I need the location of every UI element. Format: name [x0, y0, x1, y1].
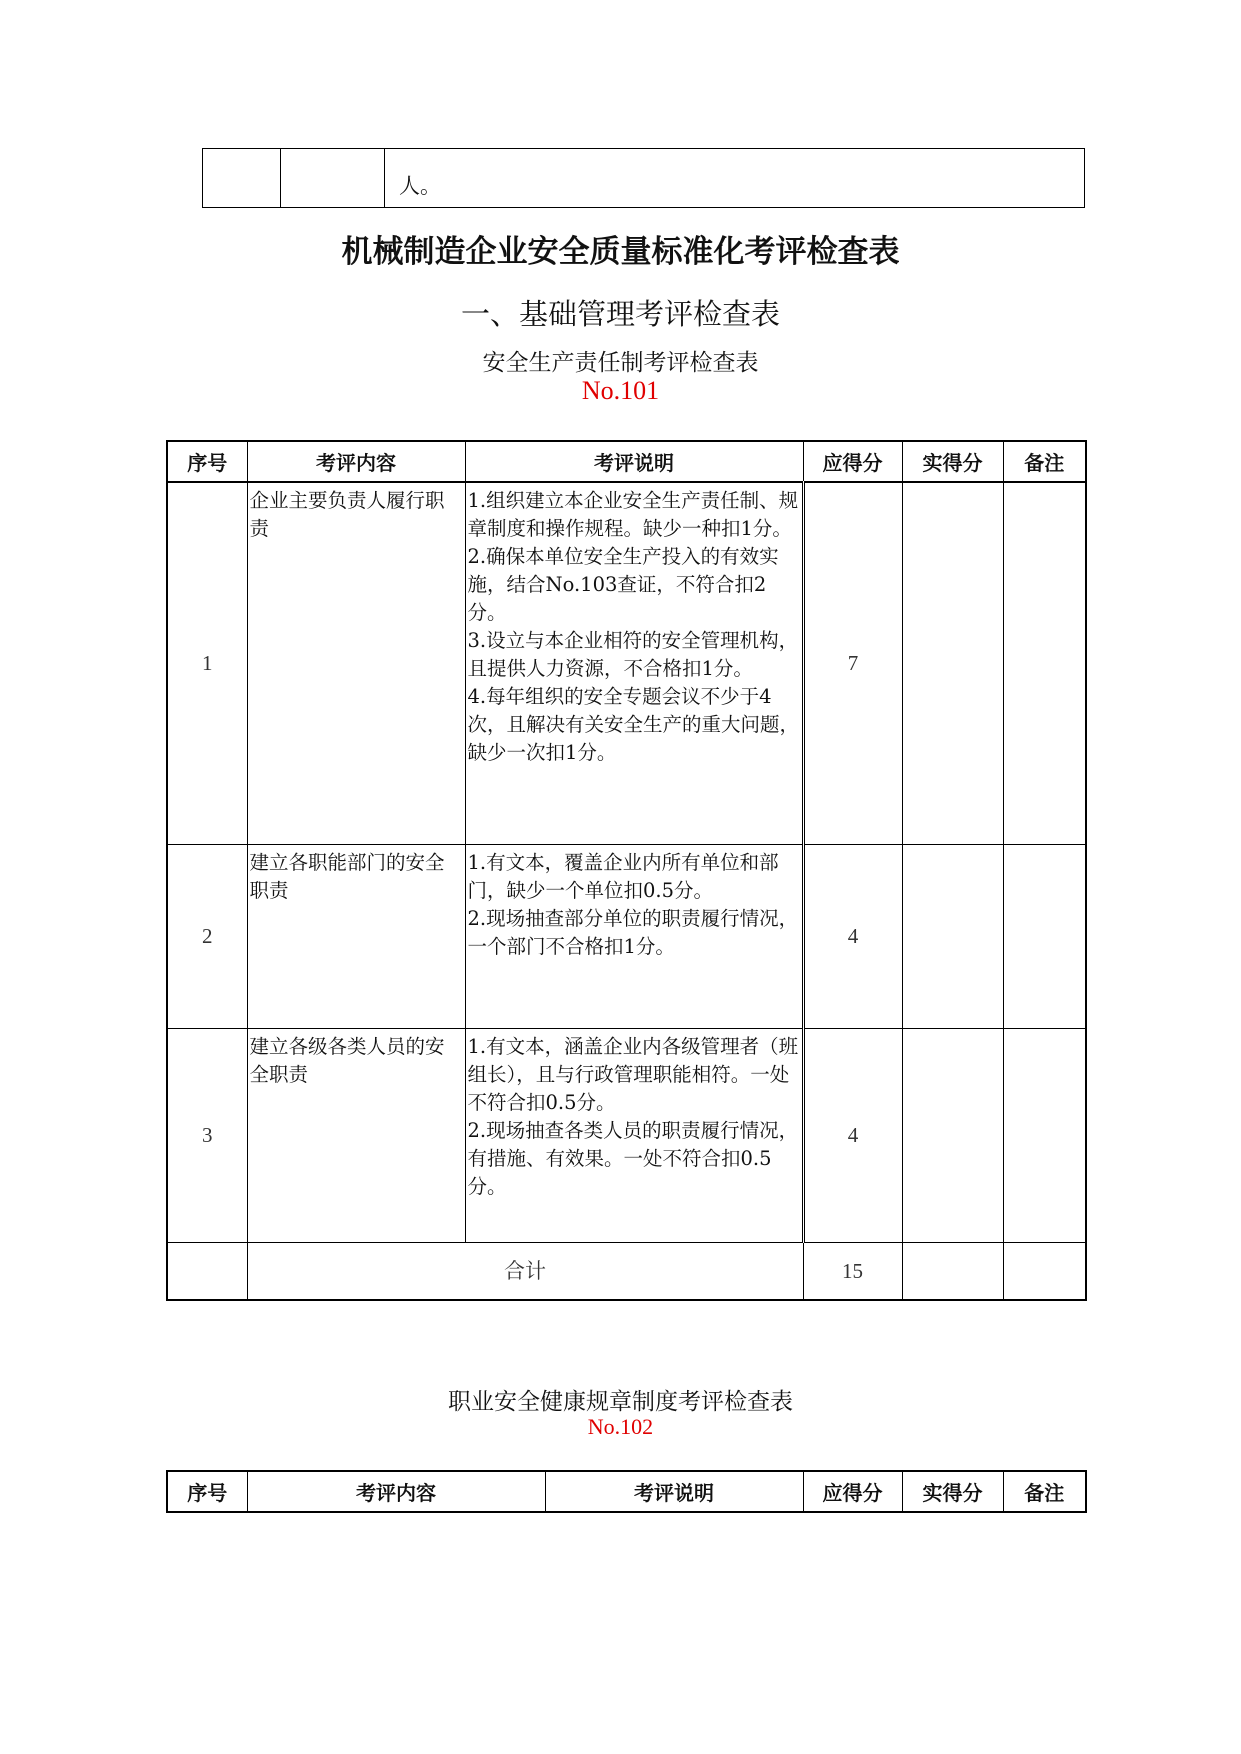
- table2-header-row: [167, 1471, 1086, 1512]
- row-due-score: 7: [803, 482, 902, 844]
- header-due-score: 应得分: [803, 1471, 902, 1512]
- row-seq: 1: [167, 482, 247, 844]
- header-actual-score: 实得分: [902, 441, 1003, 482]
- header-due-score: 应得分: [803, 441, 902, 482]
- table-total-row: [167, 1242, 1086, 1300]
- row-remarks: [1003, 1028, 1086, 1242]
- desc-item: 4.每年组织的安全专题会议不少于4次，且解决有关安全生产的重大问题，缺少一次扣1分。: [467, 685, 800, 764]
- desc-item: 2.现场抽查各类人员的职责履行情况，有措施、有效果。一处不符合扣0.5分。: [467, 1118, 799, 1198]
- main-title: 机械制造企业安全质量标准化考评检查表: [341, 234, 900, 270]
- row-due-score: 4: [803, 844, 902, 1028]
- row-actual-score: [902, 844, 1003, 1028]
- row-seq: 2: [167, 844, 247, 1028]
- row-desc: [465, 482, 803, 844]
- header-desc: 考评说明: [545, 1471, 803, 1512]
- header-remarks: 备注: [1003, 441, 1086, 482]
- continuation-cell-3: [385, 149, 1085, 208]
- row-due-score: 4: [803, 1028, 902, 1242]
- total-label: 合计: [247, 1242, 803, 1300]
- desc-item: 2.现场抽查部分单位的职责履行情况，一个部门不合格扣1分。: [467, 906, 799, 958]
- continuation-text: 人。: [399, 174, 441, 198]
- row-remarks: [1003, 844, 1086, 1028]
- row-actual-score: [902, 1028, 1003, 1242]
- table2-number: No.102: [587, 1414, 654, 1439]
- header-seq: 序号: [167, 441, 247, 482]
- section-title: 一、基础管理考评检查表: [460, 297, 780, 331]
- table2-title: 职业安全健康规章制度考评检查表: [448, 1389, 793, 1415]
- table2: [166, 1470, 1087, 1513]
- row-desc: [465, 1028, 803, 1242]
- table1-number: No.101: [581, 376, 660, 405]
- row-desc: [465, 844, 803, 1028]
- table1-header-row: [167, 441, 1086, 482]
- header-content: 考评内容: [247, 441, 465, 482]
- row-content: 企业主要负责人履行职责: [247, 482, 465, 844]
- total-remarks: [1003, 1242, 1086, 1300]
- table-row: [167, 844, 1086, 1028]
- row-remarks: [1003, 482, 1086, 844]
- table1: [166, 440, 1087, 1301]
- total-actual-score: [902, 1242, 1003, 1300]
- table-row: [167, 482, 1086, 844]
- desc-item: 2.确保本单位安全生产投入的有效实施，结合No.103查证，不符合扣2分。: [467, 545, 779, 624]
- desc-item: 3.设立与本企业相符的安全管理机构，且提供人力资源，不合格扣1分。: [467, 629, 799, 680]
- header-actual-score: 实得分: [902, 1471, 1003, 1512]
- desc-item: 1.组织建立本企业安全生产责任制、规章制度和操作规程。缺少一种扣1分。: [467, 489, 799, 540]
- continuation-table: [202, 148, 1085, 208]
- desc-item: 1.有文本，涵盖企业内各级管理者（班组长），且与行政管理职能相符。一处不符合扣0.5分。: [467, 1034, 799, 1114]
- row-content: 建立各级各类人员的安全职责: [247, 1028, 465, 1242]
- row-seq: 3: [167, 1028, 247, 1242]
- table-row: [167, 1028, 1086, 1242]
- total-seq: [167, 1242, 247, 1300]
- row-actual-score: [902, 482, 1003, 844]
- desc-item: 1.有文本，覆盖企业内所有单位和部门，缺少一个单位扣0.5分。: [467, 850, 779, 902]
- continuation-cell-1: [203, 149, 281, 208]
- table1-title: 安全生产责任制考评检查表: [482, 350, 759, 376]
- header-seq: 序号: [167, 1471, 247, 1512]
- header-content: 考评内容: [247, 1471, 545, 1512]
- continuation-cell-2: [281, 149, 385, 208]
- row-content: 建立各职能部门的安全职责: [247, 844, 465, 1028]
- header-remarks: 备注: [1003, 1471, 1086, 1512]
- total-score: 15: [803, 1242, 902, 1300]
- header-desc: 考评说明: [465, 441, 803, 482]
